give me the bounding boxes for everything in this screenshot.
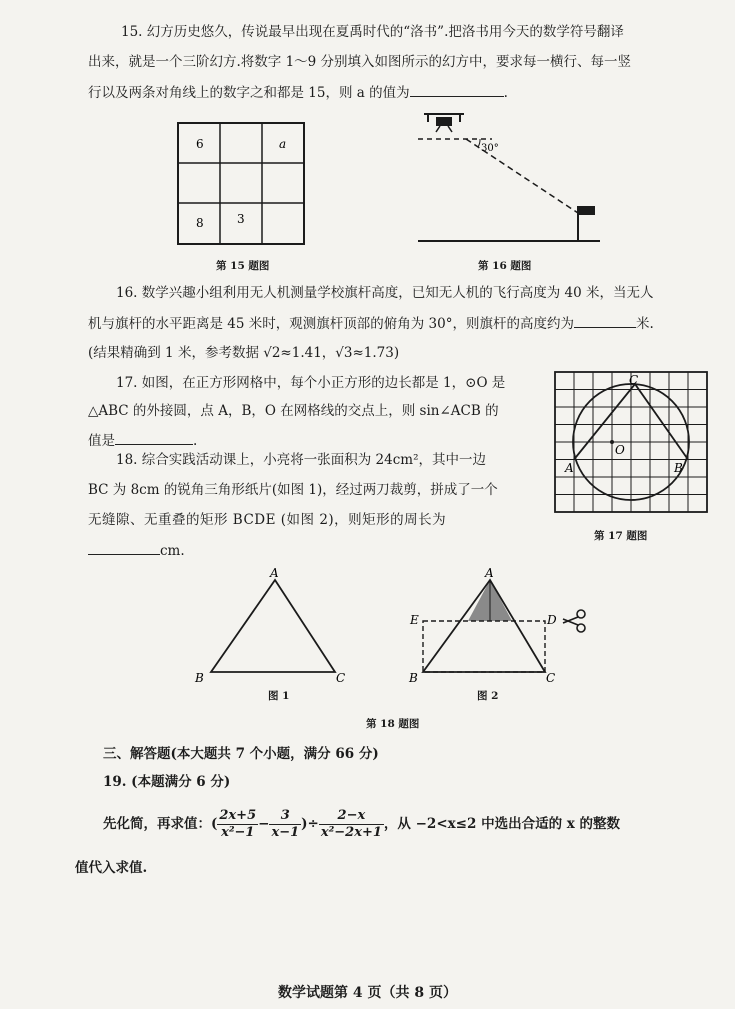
q16-figure <box>418 108 603 248</box>
q16-line2-text: 机与旗杆的水平距离是 45 米时，观测旗杆顶部的俯角为 30°，则旗杆的高度约为 <box>88 316 574 332</box>
q17-answer-blank <box>115 430 193 445</box>
page-footer: 数学试题第 4 页（共 8 页） <box>278 985 457 1001</box>
point-label-c: C <box>629 373 639 387</box>
fraction-1 <box>217 808 258 841</box>
q19-line2: 值代入求值. <box>75 860 148 876</box>
q16-line1: 16. 数学兴趣小组利用无人机测量学校旗杆高度，已知无人机的飞行高度为 40 米，当无人 <box>116 285 654 301</box>
q19-lead: 先化简，再求值：( <box>103 816 218 832</box>
fig2-label-c: C <box>546 671 556 685</box>
q15-magic-square <box>178 123 306 247</box>
q19-div: )÷ <box>301 816 319 832</box>
q18-unit: cm. <box>160 543 185 559</box>
q16-line3: (结果精确到 1 米，参考数据 √2≈1.41，√3≈1.73) <box>88 345 400 361</box>
angle-label: 30° <box>481 143 499 154</box>
q18-fig2 <box>407 566 592 686</box>
q15-line1: 15. 幻方历史悠久，传说最早出现在夏禹时代的“洛书”.把洛书用今天的数学符号翻译 <box>121 24 624 40</box>
fraction-3-num: 2−x <box>319 808 384 825</box>
fig2-label-a: A <box>485 566 494 580</box>
fig1-label-b: B <box>195 671 204 685</box>
q18-caption: 第 18 题图 <box>366 718 420 730</box>
fraction-1-den: x²−1 <box>221 825 255 840</box>
fraction-3 <box>319 808 384 841</box>
fig2-label-d: D <box>547 613 557 627</box>
q17-line3: 值是 . <box>88 430 197 451</box>
fig1-label-a: A <box>270 566 279 580</box>
grid-cell-r1c1: 6 <box>196 137 204 151</box>
q19-tail: ，从 −2<x≤2 中选出合适的 x 的整数 <box>383 816 621 832</box>
drone-icon <box>424 114 464 132</box>
q17-line2: △ABC 的外接圆，点 A，B，O 在网格线的交点上，则 sin∠ACB 的 <box>88 403 499 419</box>
fraction-1-num: 2x+5 <box>219 808 257 823</box>
q15-answer-blank <box>410 82 504 97</box>
q19-line1 <box>103 806 620 842</box>
grid-cell-r3c2: 3 <box>237 212 245 226</box>
q17-line1: 17. 如图，在正方形网格中，每个小正方形的边长都是 1，⊙O 是 <box>116 375 506 391</box>
q18-answer-blank <box>88 540 160 555</box>
q15-line3-text: 行以及两条对角线上的数字之和都是 15，则 a 的值为 <box>88 85 410 101</box>
q19-head: 19. (本题满分 6 分) <box>103 774 231 790</box>
q16-answer-blank <box>574 313 636 328</box>
q17-figure <box>555 372 710 515</box>
point-label-a: A <box>565 461 574 475</box>
fraction-2 <box>269 808 301 841</box>
point-label-o: O <box>615 443 625 457</box>
flag-icon <box>578 206 595 215</box>
fig1-label-c: C <box>336 671 346 685</box>
fraction-2-num: 3 <box>269 808 301 825</box>
fig2-label-b: B <box>409 671 418 685</box>
q19-minus: − <box>258 816 270 832</box>
q15-line3: 行以及两条对角线上的数字之和都是 15，则 a 的值为 . <box>88 82 508 103</box>
q18-fig1 <box>195 566 355 686</box>
q15-caption: 第 15 题图 <box>216 260 270 272</box>
q18-fig1-caption: 图 1 <box>268 690 290 702</box>
scissors-icon <box>563 610 585 632</box>
q15-line2: 出来，就是一个三阶幻方.将数字 1～9 分别填入如图所示的幻方中，要求每一横行、每一竖 <box>88 54 632 70</box>
fig2-label-e: E <box>410 613 419 627</box>
q16-caption: 第 16 题图 <box>478 260 532 272</box>
q18-line3: 无缝隙、无重叠的矩形 BCDE (如图 2)，则矩形的周长为 <box>88 512 447 528</box>
fraction-2-den: x−1 <box>271 825 300 840</box>
section-title: 三、解答题(本大题共 7 个小题，满分 66 分) <box>103 746 379 762</box>
q18-line2: BC 为 8cm 的锐角三角形纸片(如图 1)，经过两刀裁剪，拼成了一个 <box>88 482 498 498</box>
q17-caption: 第 17 题图 <box>594 530 648 542</box>
fraction-3-den: x²−2x+1 <box>320 825 382 840</box>
q18-line4 <box>88 540 185 561</box>
q17-line3-text: 值是 <box>88 433 115 449</box>
q16-unit: 米. <box>635 316 654 332</box>
q18-fig2-caption: 图 2 <box>477 690 499 702</box>
q16-line2 <box>88 313 654 334</box>
grid-cell-r3c1: 8 <box>196 216 204 230</box>
q18-line1: 18. 综合实践活动课上，小亮将一张面积为 24cm²，其中一边 <box>116 452 487 468</box>
grid-cell-r1c3: a <box>279 137 287 151</box>
point-label-b: B <box>674 461 683 475</box>
